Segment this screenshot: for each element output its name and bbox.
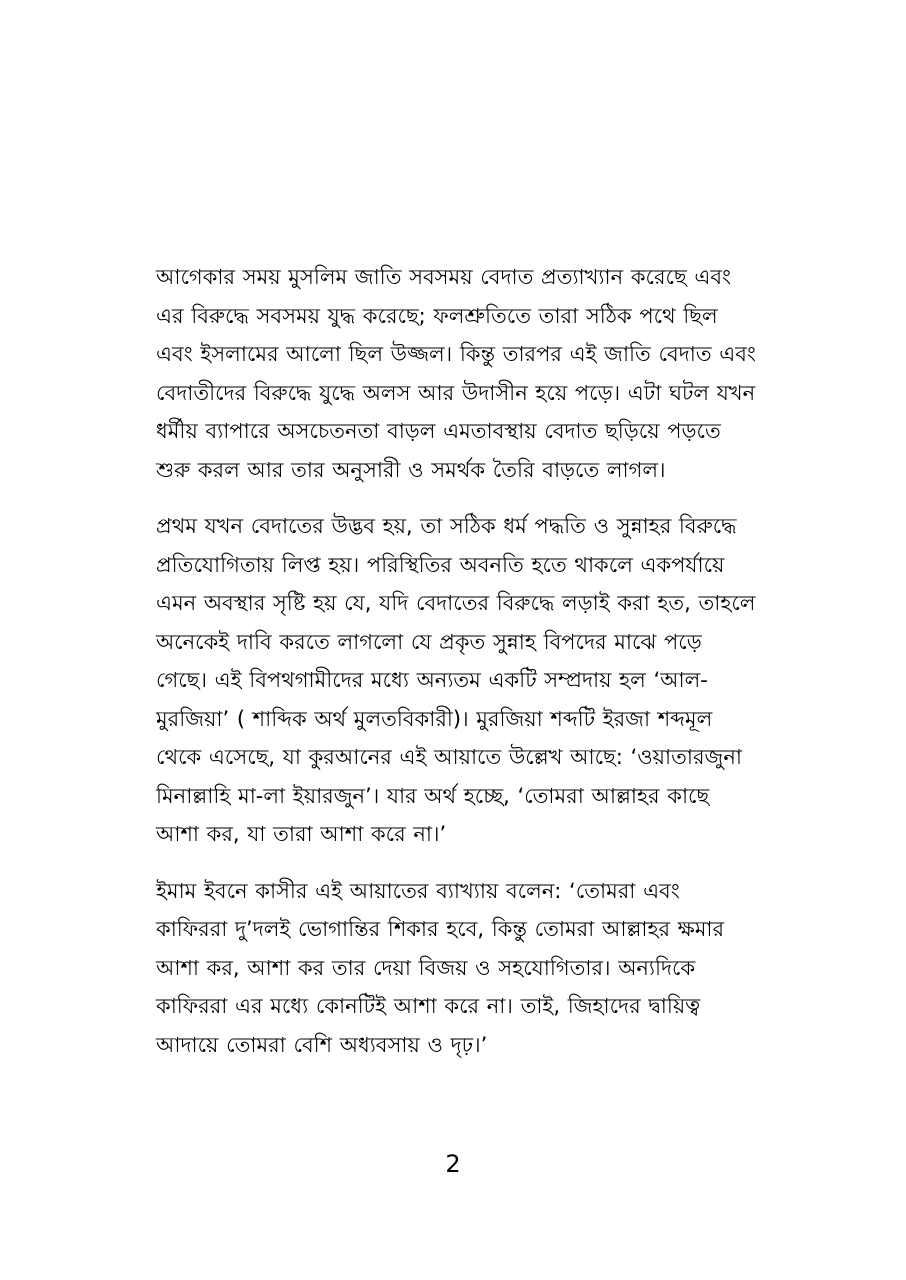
paragraph-1: আগেকার সময় মুসলিম জাতি সবসময় বেদাত প্রত্যাখ্যান করেছে এবং এর বিরুদ্ধে সবসময় যুদ্ধ করেছে; ফলশ্রুতিতে তারা সঠিক পথে ছিল এবং ইসলামের আলো ছিল উজ্জল। কিন্তু তারপর এই জাতি বেদাত এবং বেদাতীদের বিরুদ্ধে যুদ্ধে অলস আর উদাসীন হয়ে পড়ে। এটা ঘটল যখন ধর্মীয় ব্যাপারে অসচেতনতা বাড়ল এমতাবস্থায় বেদাত ছড়িয়ে পড়তে শুরু করল আর তার অনুসারী ও সমর্থক তৈরি বাড়তে লাগল।: [156, 265, 756, 482]
body-text: [156, 258, 756, 1064]
paragraph-3: ইমাম ইবনে কাসীর এই আয়াতের ব্যাখ্যায় বলেন: ‘তোমরা এবং কাফিররা দু’দলই ভোগান্তির শিকার হবে, কিন্তু তোমরা আল্লাহর ক্ষমার আশা কর, আশা কর তার দেয়া বিজয় ও সহযোগিতার। অন্যদিকে কাফিররা এর মধ্যে কোনটিই আশা করে না। তাই, জিহাদের দ্বায়িত্ব আদায়ে তোমরা বেশি অধ্যবসায় ও দৃঢ়।’: [156, 878, 725, 1057]
paragraph-2: প্রথম যখন বেদাতের উদ্ভব হয়, তা সঠিক ধর্ম পদ্ধতি ও সুন্নাহর বিরুদ্ধে প্রতিযোগিতায় লিপ্ত হয়। পরিস্থিতির অবনতি হতে থাকলে একপর্যায়ে এমন অবস্থার সৃষ্টি হয় যে, যদি বেদাতের বিরুদ্ধে লড়াই করা হত, তাহলে অনেকেই দাবি করতে লাগলো যে প্রকৃত সুন্নাহ বিপদের মাঝে পড়ে গেছে। এই বিপথগামীদের মধ্যে অন্যতম একটি সম্প্রদায় হল ‘আল-মুরজিয়া’ ( শাব্দিক অর্থ মুলতবিকারী)। মুরজিয়া শব্দটি ইরজা শব্দমূল থেকে এসেছে, যা কুরআনের এই আয়াতে উল্লেখ আছে: ‘ওয়াতারজুনা মিনাল্লাহি মা-লা ইয়ারজুন’। যার অর্থ হচ্ছে, ‘তোমরা আল্লাহর কাছে আশা কর, যা তারা আশা করে না।’: [156, 514, 756, 846]
page-number: 2: [445, 1150, 461, 1178]
